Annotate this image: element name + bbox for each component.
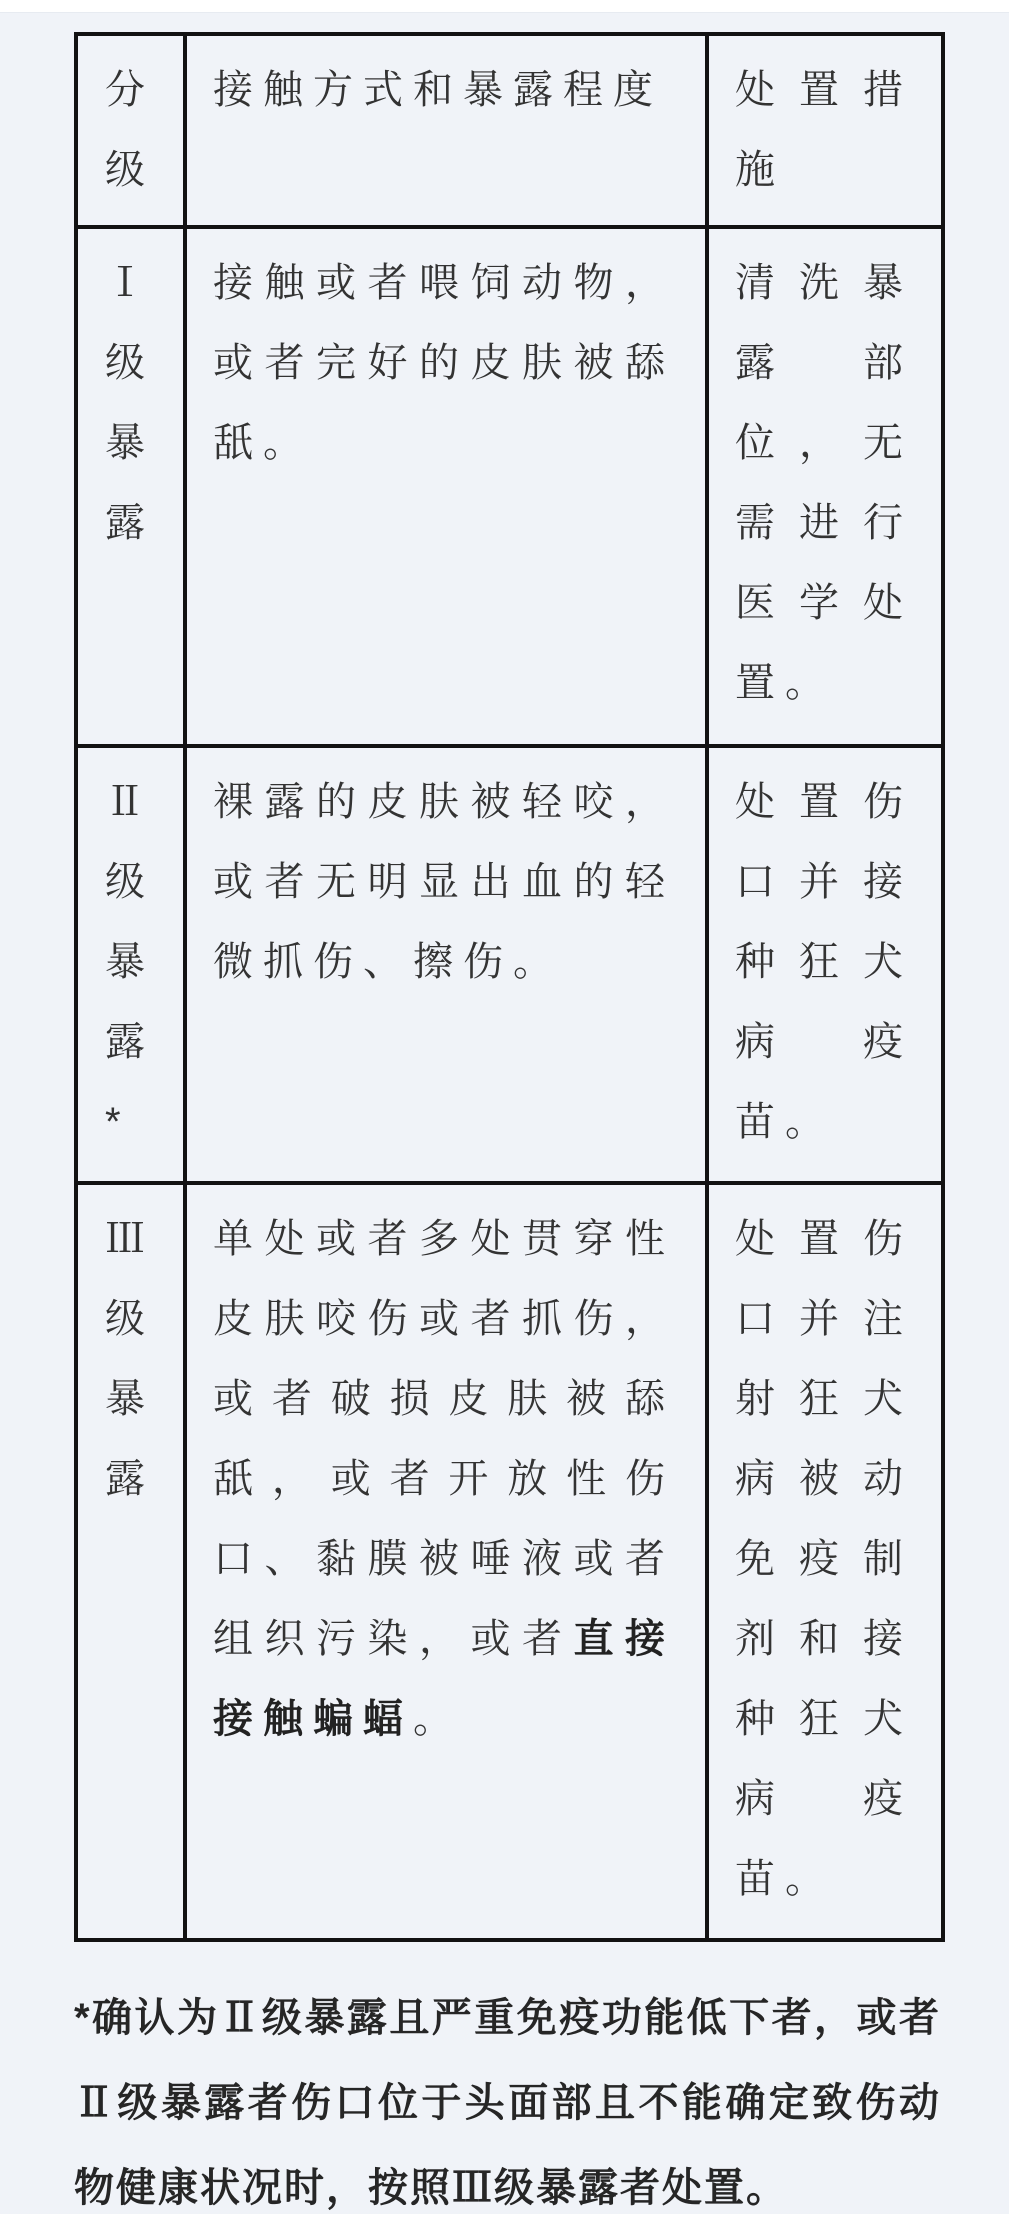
header-treatment-cell: 处置措施	[707, 34, 943, 227]
level-1-treatment-cell: 清洗暴露部位，无需进行医学处置。	[707, 227, 943, 746]
level-2-treatment-cell: 处置伤口并接种狂犬病疫苗。	[707, 746, 943, 1183]
level-3-exposure-text: 单处或者多处贯穿性皮肤咬伤或者抓伤，或者破损皮肤被舔舐，或者开放性伤口、黏膜被唾液或者组织污染，或者	[213, 1217, 675, 1661]
level-3-exposure-period: 。	[413, 1697, 463, 1741]
level-3-treatment-cell: 处置伤口并注射狂犬病被动免疫制剂和接种狂犬病疫苗。	[707, 1183, 943, 1940]
table-row-level-3	[76, 1183, 943, 1940]
top-strip	[0, 0, 1009, 13]
level-3-cell: Ⅲ级暴露	[76, 1183, 185, 1940]
table-row-level-1	[76, 227, 943, 746]
level-3-exposure-cell	[185, 1183, 707, 1940]
table-row-level-2	[76, 746, 943, 1183]
header-level-cell: 分级	[76, 34, 185, 227]
level-1-exposure-cell: 接触或者喂饲动物，或者完好的皮肤被舔舐。	[185, 227, 707, 746]
table-header-row	[76, 34, 943, 227]
level-3-exposure-bold-text: 直接接触蝙蝠	[213, 1617, 675, 1741]
level-2-exposure-cell: 裸露的皮肤被轻咬，或者无明显出血的轻微抓伤、擦伤。	[185, 746, 707, 1183]
rabies-exposure-table	[74, 32, 945, 1942]
header-exposure-cell: 接触方式和暴露程度	[185, 34, 707, 227]
level-1-cell: Ⅰ级暴露	[76, 227, 185, 746]
level-2-cell: Ⅱ级暴露*	[76, 746, 185, 1183]
footnote-text: *确认为Ⅱ级暴露且严重免疫功能低下者，或者Ⅱ级暴露者伤口位于头面部且不能确定致伤动物健康状况时，按照Ⅲ级暴露者处置。	[74, 1996, 941, 2210]
